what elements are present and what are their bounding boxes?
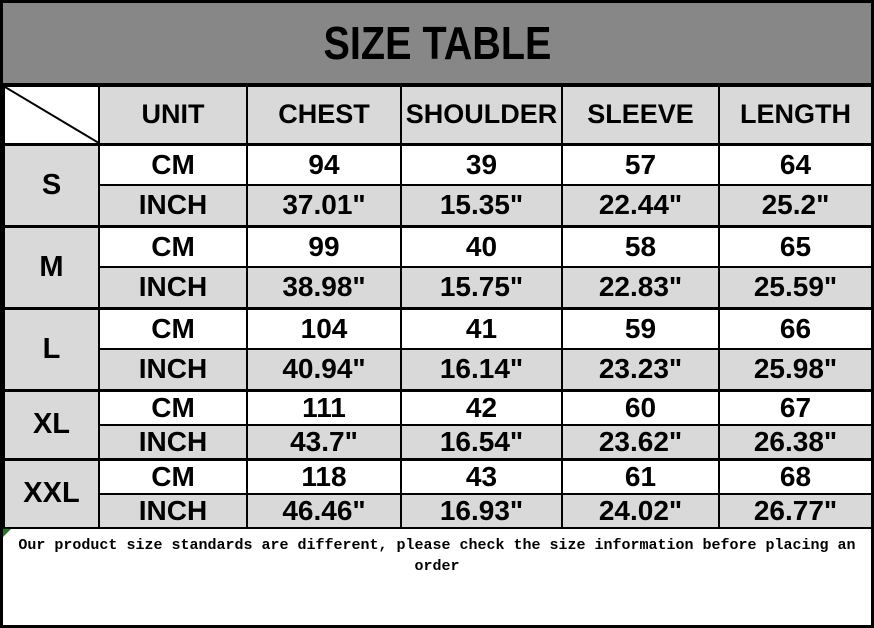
table-row-cm bbox=[4, 459, 872, 494]
table-row-inch bbox=[4, 494, 872, 528]
table-row-cm bbox=[4, 144, 872, 185]
length-cm-value: 67 bbox=[719, 390, 872, 425]
unit-inch-cell: INCH bbox=[99, 267, 247, 308]
length-inch-value: 26.77" bbox=[719, 494, 872, 528]
unit-cm-cell: CM bbox=[99, 144, 247, 185]
sleeve-inch-value: 23.62" bbox=[562, 425, 719, 460]
chest-inch-value: 43.7" bbox=[247, 425, 401, 460]
chest-cm-value: 118 bbox=[247, 459, 401, 494]
column-header-length: LENGTH bbox=[719, 86, 872, 144]
chest-inch-value: 37.01" bbox=[247, 185, 401, 226]
size-label-cell: S bbox=[4, 144, 99, 226]
length-cm-value: 68 bbox=[719, 459, 872, 494]
column-header-unit: UNIT bbox=[99, 86, 247, 144]
table-row-inch bbox=[4, 425, 872, 460]
footer-note bbox=[3, 529, 871, 626]
unit-cm-cell: CM bbox=[99, 226, 247, 267]
column-header-sleeve: SLEEVE bbox=[562, 86, 719, 144]
chest-cm-value: 111 bbox=[247, 390, 401, 425]
shoulder-inch-value: 16.54" bbox=[401, 425, 562, 460]
sleeve-inch-value: 22.83" bbox=[562, 267, 719, 308]
unit-inch-cell: INCH bbox=[99, 349, 247, 390]
chest-cm-value: 99 bbox=[247, 226, 401, 267]
cell-corner-marker-icon bbox=[3, 529, 11, 537]
unit-cm-cell: CM bbox=[99, 308, 247, 349]
unit-inch-cell: INCH bbox=[99, 494, 247, 528]
table-header bbox=[4, 86, 872, 144]
sleeve-cm-value: 61 bbox=[562, 459, 719, 494]
length-inch-value: 25.2" bbox=[719, 185, 872, 226]
length-cm-value: 64 bbox=[719, 144, 872, 185]
table-row-cm bbox=[4, 308, 872, 349]
table-row-cm bbox=[4, 390, 872, 425]
diagonal-line-icon bbox=[5, 87, 98, 143]
sleeve-inch-value: 24.02" bbox=[562, 494, 719, 528]
header-row bbox=[4, 86, 872, 144]
size-label-cell: M bbox=[4, 226, 99, 308]
chest-cm-value: 104 bbox=[247, 308, 401, 349]
length-cm-value: 66 bbox=[719, 308, 872, 349]
chest-inch-value: 38.98" bbox=[247, 267, 401, 308]
shoulder-cm-value: 39 bbox=[401, 144, 562, 185]
sleeve-inch-value: 22.44" bbox=[562, 185, 719, 226]
size-label-cell: XXL bbox=[4, 459, 99, 528]
size-table bbox=[3, 85, 873, 529]
sleeve-cm-value: 58 bbox=[562, 226, 719, 267]
sleeve-cm-value: 59 bbox=[562, 308, 719, 349]
length-inch-value: 25.59" bbox=[719, 267, 872, 308]
sleeve-cm-value: 60 bbox=[562, 390, 719, 425]
shoulder-inch-value: 15.35" bbox=[401, 185, 562, 226]
shoulder-cm-value: 41 bbox=[401, 308, 562, 349]
footer-note-text: Our product size standards are different, please check the size information before placing an order bbox=[18, 536, 856, 575]
page-title: SIZE TABLE bbox=[323, 17, 551, 69]
unit-inch-cell: INCH bbox=[99, 425, 247, 460]
column-header-shoulder: SHOULDER bbox=[401, 86, 562, 144]
table-body bbox=[4, 144, 872, 528]
sleeve-cm-value: 57 bbox=[562, 144, 719, 185]
shoulder-inch-value: 16.14" bbox=[401, 349, 562, 390]
chest-inch-value: 40.94" bbox=[247, 349, 401, 390]
table-row-inch bbox=[4, 349, 872, 390]
sleeve-inch-value: 23.23" bbox=[562, 349, 719, 390]
length-inch-value: 26.38" bbox=[719, 425, 872, 460]
column-header-chest: CHEST bbox=[247, 86, 401, 144]
chest-cm-value: 94 bbox=[247, 144, 401, 185]
length-inch-value: 25.98" bbox=[719, 349, 872, 390]
shoulder-cm-value: 42 bbox=[401, 390, 562, 425]
table-row-inch bbox=[4, 267, 872, 308]
shoulder-cm-value: 40 bbox=[401, 226, 562, 267]
size-label-cell: L bbox=[4, 308, 99, 390]
size-label-cell: XL bbox=[4, 390, 99, 459]
shoulder-inch-value: 15.75" bbox=[401, 267, 562, 308]
chest-inch-value: 46.46" bbox=[247, 494, 401, 528]
unit-cm-cell: CM bbox=[99, 390, 247, 425]
length-cm-value: 65 bbox=[719, 226, 872, 267]
unit-cm-cell: CM bbox=[99, 459, 247, 494]
table-row-inch bbox=[4, 185, 872, 226]
shoulder-inch-value: 16.93" bbox=[401, 494, 562, 528]
corner-diagonal-cell bbox=[4, 86, 99, 144]
shoulder-cm-value: 43 bbox=[401, 459, 562, 494]
unit-inch-cell: INCH bbox=[99, 185, 247, 226]
title-bar bbox=[3, 3, 871, 85]
table-row-cm bbox=[4, 226, 872, 267]
